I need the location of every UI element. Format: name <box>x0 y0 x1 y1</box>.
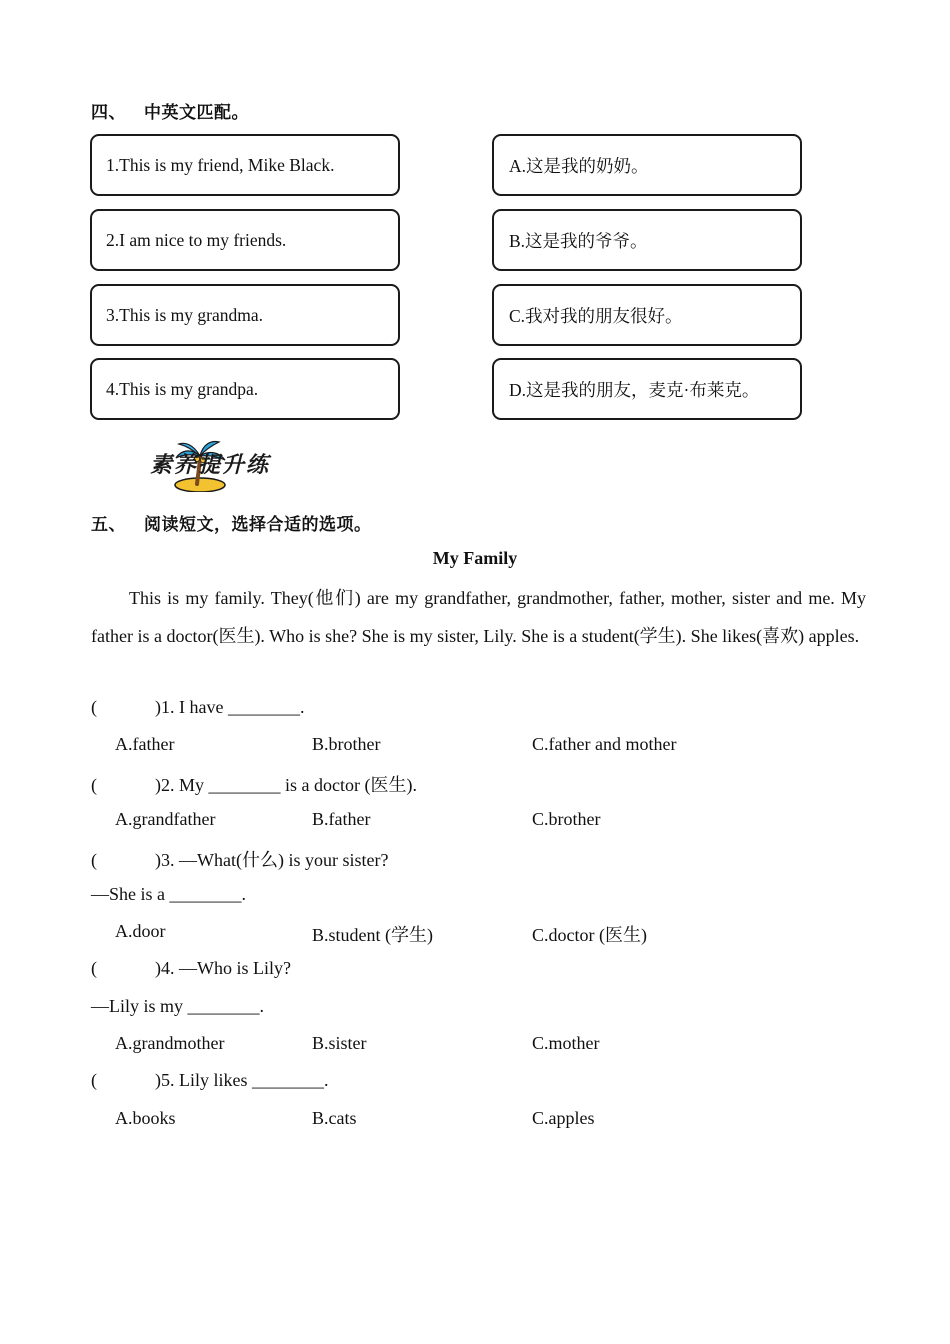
section-5-heading <box>91 510 372 535</box>
match-left-2: 2.I am nice to my friends. <box>90 209 400 271</box>
q3-option-a: A.door <box>115 921 166 941</box>
match-right-b: B.这是我的爷爷。 <box>492 209 802 271</box>
answer-paren[interactable]: ( <box>91 958 97 978</box>
question-stem: )3. —What(什么) is your sister? <box>155 850 389 870</box>
q1-option-c: C.father and mother <box>532 734 677 754</box>
q4-option-b: B.sister <box>312 1033 367 1053</box>
answer-paren[interactable]: ( <box>91 1070 97 1090</box>
q1-option-b: B.brother <box>312 734 381 754</box>
match-left-1: 1.This is my friend, Mike Black. <box>90 134 400 196</box>
q2-option-b: B.father <box>312 809 371 829</box>
q4-answer-line: —Lily is my ________. <box>91 996 265 1016</box>
q4-option-c: C.mother <box>532 1033 600 1053</box>
match-left-4: 4.This is my grandpa. <box>90 358 400 420</box>
banner-title: 素养提升练 <box>150 453 271 478</box>
question-2 <box>91 771 417 797</box>
q2-option-a: A.grandfather <box>115 809 216 829</box>
match-left-3: 3.This is my grandma. <box>90 284 400 346</box>
question-stem: )5. Lily likes ________. <box>155 1070 329 1090</box>
question-5 <box>91 1070 329 1091</box>
q5-option-b: B.cats <box>312 1108 357 1128</box>
story-title: My Family <box>432 548 518 568</box>
q2-option-c: C.brother <box>532 809 601 829</box>
q5-option-c: C.apples <box>532 1108 595 1128</box>
answer-paren[interactable]: ( <box>91 850 97 870</box>
q5-option-a: A.books <box>115 1108 176 1128</box>
question-stem: )1. I have ________. <box>155 697 305 717</box>
q4-option-a: A.grandmother <box>115 1033 225 1053</box>
section-4-heading <box>91 98 249 123</box>
question-stem: )4. —Who is Lily? <box>155 958 291 978</box>
section-number: 五、 <box>91 515 126 535</box>
match-right-d: D.这是我的朋友，麦克·布莱克。 <box>492 358 802 420</box>
answer-paren[interactable]: ( <box>91 775 97 795</box>
question-stem: )2. My ________ is a doctor (医生). <box>155 775 417 795</box>
section-instruction: 阅读短文，选择合适的选项。 <box>144 515 372 535</box>
q1-option-a: A.father <box>115 734 175 754</box>
section-instruction: 中英文匹配。 <box>144 103 249 123</box>
q3-option-c: C.doctor (医生) <box>532 925 647 945</box>
answer-paren[interactable]: ( <box>91 697 97 717</box>
match-right-c: C.我对我的朋友很好。 <box>492 284 802 346</box>
q3-answer-line: —She is a ________. <box>91 884 246 904</box>
question-4 <box>91 958 291 979</box>
match-right-a: A.这是我的奶奶。 <box>492 134 802 196</box>
reading-passage: This is my family. They(他们) are my grandfather, grandmother, father, mother, sister and me. My father is a doctor(医生). Who is she? She is my sister, Lily. She is a student(学生). She likes(喜欢) apples. <box>91 588 866 646</box>
question-1 <box>91 697 304 718</box>
question-3 <box>91 846 388 872</box>
section-number: 四、 <box>91 103 126 123</box>
q3-option-b: B.student (学生) <box>312 925 433 945</box>
